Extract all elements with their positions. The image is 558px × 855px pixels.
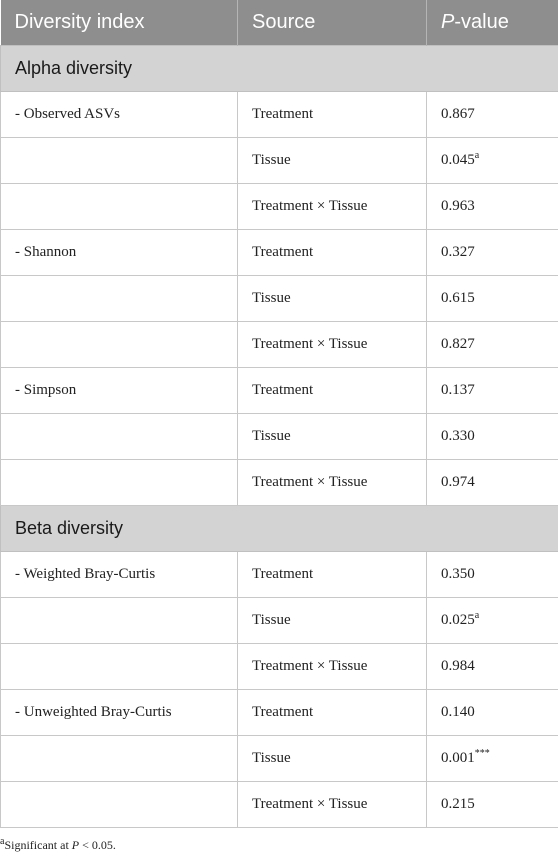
- table-row: [1, 91, 558, 137]
- cell-p-value: [427, 781, 558, 827]
- p-value-text: 0.140: [441, 703, 475, 720]
- p-value-text: 0.137: [441, 381, 475, 398]
- p-value-text: 0.867: [441, 105, 475, 122]
- cell-p-value: [427, 367, 558, 413]
- footnote: [0, 838, 116, 853]
- table-row: [1, 183, 558, 229]
- p-value-text: 0.045: [441, 151, 475, 168]
- header-p-value: [427, 0, 558, 45]
- table-row: [1, 735, 558, 781]
- table-row: [1, 413, 558, 459]
- header-p-italic: P: [441, 10, 455, 33]
- footnote-text-before: Significant at: [4, 838, 72, 852]
- p-value-text: 0.615: [441, 289, 475, 306]
- significance-mark: ***: [474, 747, 490, 759]
- cell-p-value: [427, 689, 558, 735]
- cell-p-value: [427, 413, 558, 459]
- cell-diversity-index: - Observed ASVs: [1, 91, 238, 137]
- table-row: [1, 137, 558, 183]
- header-source: Source: [238, 0, 427, 45]
- cell-p-value: [427, 91, 558, 137]
- cell-p-value: [427, 183, 558, 229]
- cell-p-value: [427, 597, 558, 643]
- significance-mark: a: [474, 149, 480, 161]
- table-row: [1, 229, 558, 275]
- cell-diversity-index: [1, 643, 238, 689]
- footnote-mark: a: [0, 836, 5, 847]
- footnote-italic: P: [71, 838, 80, 852]
- section-row: [1, 505, 558, 551]
- cell-diversity-index: [1, 275, 238, 321]
- table-row: [1, 551, 558, 597]
- cell-p-value: [427, 735, 558, 781]
- cell-p-value: [427, 321, 558, 367]
- p-value-text: 0.001: [441, 749, 475, 766]
- cell-source: Treatment: [238, 689, 427, 735]
- table-row: [1, 643, 558, 689]
- cell-p-value: [427, 137, 558, 183]
- table-row: [1, 689, 558, 735]
- table-row: [1, 781, 558, 827]
- section-row: [1, 45, 558, 91]
- p-value-text: 0.984: [441, 657, 475, 674]
- cell-source: Treatment: [238, 91, 427, 137]
- cell-source: Treatment × Tissue: [238, 781, 427, 827]
- cell-diversity-index: [1, 183, 238, 229]
- cell-source: Tissue: [238, 597, 427, 643]
- table-row: [1, 459, 558, 505]
- p-value-text: 0.350: [441, 565, 475, 582]
- section-title: Beta diversity: [1, 505, 558, 551]
- cell-diversity-index: [1, 781, 238, 827]
- cell-source: Treatment × Tissue: [238, 321, 427, 367]
- cell-source: Treatment × Tissue: [238, 183, 427, 229]
- cell-diversity-index: [1, 735, 238, 781]
- header-diversity-index: Diversity index: [1, 0, 238, 45]
- cell-source: Treatment: [238, 551, 427, 597]
- cell-p-value: [427, 459, 558, 505]
- table-header: [1, 0, 558, 45]
- cell-p-value: [427, 229, 558, 275]
- cell-diversity-index: - Shannon: [1, 229, 238, 275]
- cell-source: Treatment × Tissue: [238, 643, 427, 689]
- cell-diversity-index: [1, 321, 238, 367]
- cell-source: Treatment: [238, 367, 427, 413]
- cell-source: Tissue: [238, 735, 427, 781]
- cell-diversity-index: [1, 597, 238, 643]
- cell-source: Treatment × Tissue: [238, 459, 427, 505]
- cell-source: Tissue: [238, 275, 427, 321]
- p-value-text: 0.215: [441, 795, 475, 812]
- table-row: [1, 597, 558, 643]
- cell-source: Tissue: [238, 413, 427, 459]
- cell-p-value: [427, 643, 558, 689]
- section-title: Alpha diversity: [1, 45, 558, 91]
- header-p-rest: -value: [454, 10, 509, 33]
- table-row: [1, 367, 558, 413]
- table-row: [1, 275, 558, 321]
- p-value-text: 0.827: [441, 335, 475, 352]
- cell-diversity-index: [1, 413, 238, 459]
- cell-diversity-index: - Unweighted Bray-Curtis: [1, 689, 238, 735]
- cell-source: Tissue: [238, 137, 427, 183]
- cell-p-value: [427, 275, 558, 321]
- p-value-text: 0.974: [441, 473, 475, 490]
- p-value-text: 0.327: [441, 243, 475, 260]
- cell-diversity-index: [1, 137, 238, 183]
- cell-diversity-index: - Weighted Bray-Curtis: [1, 551, 238, 597]
- footnote-text-after: < 0.05.: [79, 838, 116, 852]
- table-row: [1, 321, 558, 367]
- table-body: [1, 45, 558, 827]
- cell-diversity-index: [1, 459, 238, 505]
- significance-mark: a: [474, 609, 480, 621]
- cell-source: Treatment: [238, 229, 427, 275]
- cell-p-value: [427, 551, 558, 597]
- p-value-text: 0.025: [441, 611, 475, 628]
- p-value-text: 0.963: [441, 197, 475, 214]
- p-value-text: 0.330: [441, 427, 475, 444]
- cell-diversity-index: - Simpson: [1, 367, 238, 413]
